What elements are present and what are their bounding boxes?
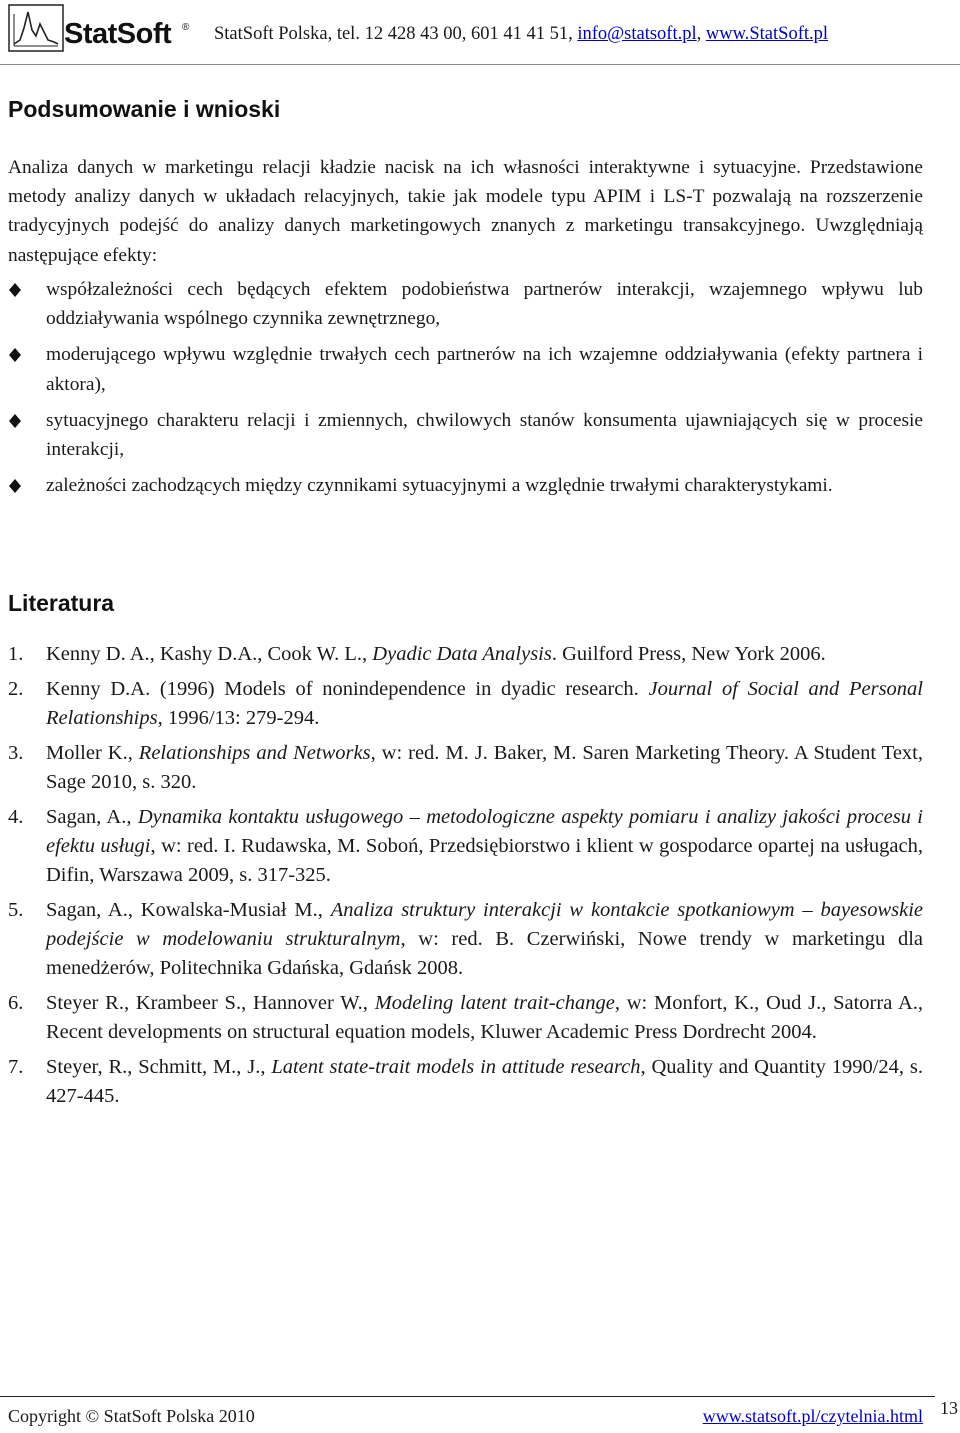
- diamond-bullet-icon: [8, 283, 22, 297]
- list-item-text: zależności zachodzących między czynnikami sytuacyjnymi a względnie trwałymi charakterystykami.: [46, 475, 833, 497]
- reference-item: [8, 675, 923, 733]
- reference-number: 2.: [8, 678, 24, 700]
- page-header: [0, 0, 960, 65]
- reference-title: Journal of Social and Personal Relationships: [46, 678, 923, 729]
- diamond-bullet-icon: [8, 414, 22, 428]
- reference-title: Latent state-trait models in attitude research: [271, 1056, 641, 1078]
- list-item-text: sytuacyjnego charakteru relacji i zmiennych, chwilowych stanów konsumenta ujawniających się w procesie interakcji,: [46, 409, 923, 461]
- website-link[interactable]: www.StatSoft.pl: [705, 24, 829, 44]
- reference-authors: Kenny D. A., Kashy D.A., Cook W. L.,: [46, 643, 373, 665]
- reference-number: 5.: [8, 899, 24, 921]
- summary-paragraph: Analiza danych w marketingu relacji kładzie nacisk na ich własności interaktywne i sytuacyjne. Przedstawione metody analizy danych w układach relacyjnych, takie jak modele typu APIM i LS-T pozwalają na rozszerzenie tradycyjnych podejść do analizy danych marketingowych znanych z marketingu transakcyjnego. Uwzględniają następujące efekty:: [8, 157, 923, 266]
- reference-number: 4.: [8, 806, 24, 828]
- reference-item: [8, 640, 923, 669]
- reference-title: Dyadic Data Analysis: [372, 643, 552, 665]
- reference-number: 7.: [8, 1056, 24, 1078]
- summary-heading: Podsumowanie i wnioski: [8, 96, 281, 122]
- diamond-bullet-icon: [8, 348, 22, 362]
- list-item-text: moderującego wpływu względnie trwałych cech partnerów na ich wzajemne oddziaływania (efekty partnera i aktora),: [46, 344, 923, 395]
- reference-authors: Sagan, A., Kowalska-Musiał M.,: [46, 899, 331, 921]
- list-item-text: współzależności cech będących efektem podobieństwa partnerów interakcji, wzajemnego wpływu lub oddziaływania wspólnego czynnika zewnętrznego,: [46, 279, 923, 330]
- list-item: [8, 406, 923, 464]
- reference-source: . Guilford Press, New York 2006.: [551, 643, 826, 665]
- reference-item: [8, 739, 923, 797]
- reference-authors: Steyer, R., Schmitt, M., J.,: [46, 1056, 272, 1078]
- list-item: [8, 275, 923, 333]
- contact-separator: ,: [696, 24, 706, 44]
- reference-source: , w: Monfort, K., Oud J., Satorra A., Recent developments on structural equation models, Kluwer Academic Press Dordrecht 2004.: [46, 992, 923, 1043]
- reference-source: , w: red. B. Czerwiński, Nowe trendy w marketingu dla menedżerów, Politechnika Gdańska, Gdańsk 2008.: [46, 928, 923, 979]
- header-contact: [214, 24, 828, 45]
- reference-source: , w: red. M. J. Baker, M. Saren Marketing Theory. A Student Text, Sage 2010, s. 320.: [46, 742, 923, 793]
- reference-authors: Steyer R., Krambeer S., Hannover W.,: [46, 992, 375, 1014]
- reference-title: Relationships and Networks: [138, 742, 371, 764]
- reference-item: [8, 1053, 923, 1111]
- reference-title: Modeling latent trait-change: [374, 992, 615, 1014]
- reference-title: Dynamika kontaktu usługowego – metodologiczne aspekty pomiaru i analizy jakości procesu i efektu usługi: [46, 806, 923, 857]
- reference-number: 1.: [8, 643, 24, 665]
- registered-mark: ®: [182, 22, 190, 33]
- page-number: 13: [940, 1398, 958, 1418]
- reference-authors: Kenny D.A. (1996) Models of nonindependence in dyadic research.: [46, 678, 649, 700]
- reference-authors: Moller K.,: [46, 742, 139, 764]
- reading-room-link[interactable]: www.statsoft.pl/czytelnia.html: [702, 1406, 923, 1426]
- reference-item: [8, 896, 923, 983]
- logo-wordmark: StatSoft: [64, 18, 172, 50]
- list-item: [8, 340, 923, 398]
- reference-item: [8, 989, 923, 1047]
- contact-text: StatSoft Polska, tel. 12 428 43 00, 601 41 41 51,: [214, 24, 578, 44]
- reference-title: Analiza struktury interakcji w kontakcie spotkaniowym – bayesowskie podejście w modelowaniu strukturalnym: [46, 899, 923, 950]
- reference-source: , Quality and Quantity 1990/24, s. 427-445.: [46, 1056, 923, 1107]
- list-item: [8, 471, 923, 500]
- reference-authors: Sagan, A.,: [46, 806, 138, 828]
- references-list: [8, 640, 923, 1117]
- reference-number: 6.: [8, 992, 24, 1014]
- email-link[interactable]: info@statsoft.pl: [577, 24, 697, 44]
- reference-source: , 1996/13: 279-294.: [157, 707, 320, 729]
- diamond-bullet-icon: [8, 479, 22, 493]
- copyright-text: Copyright © StatSoft Polska 2010: [8, 1406, 255, 1426]
- page-footer: [0, 1396, 935, 1433]
- reference-source: , w: red. I. Rudawska, M. Soboń, Przedsiębiorstwo i klient w gospodarce opartej na usługach, Difin, Warszawa 2009, s. 317-325.: [46, 835, 924, 886]
- reference-number: 3.: [8, 742, 24, 764]
- reference-item: [8, 803, 923, 890]
- effects-list: [8, 275, 923, 507]
- literature-heading: Literatura: [8, 590, 115, 616]
